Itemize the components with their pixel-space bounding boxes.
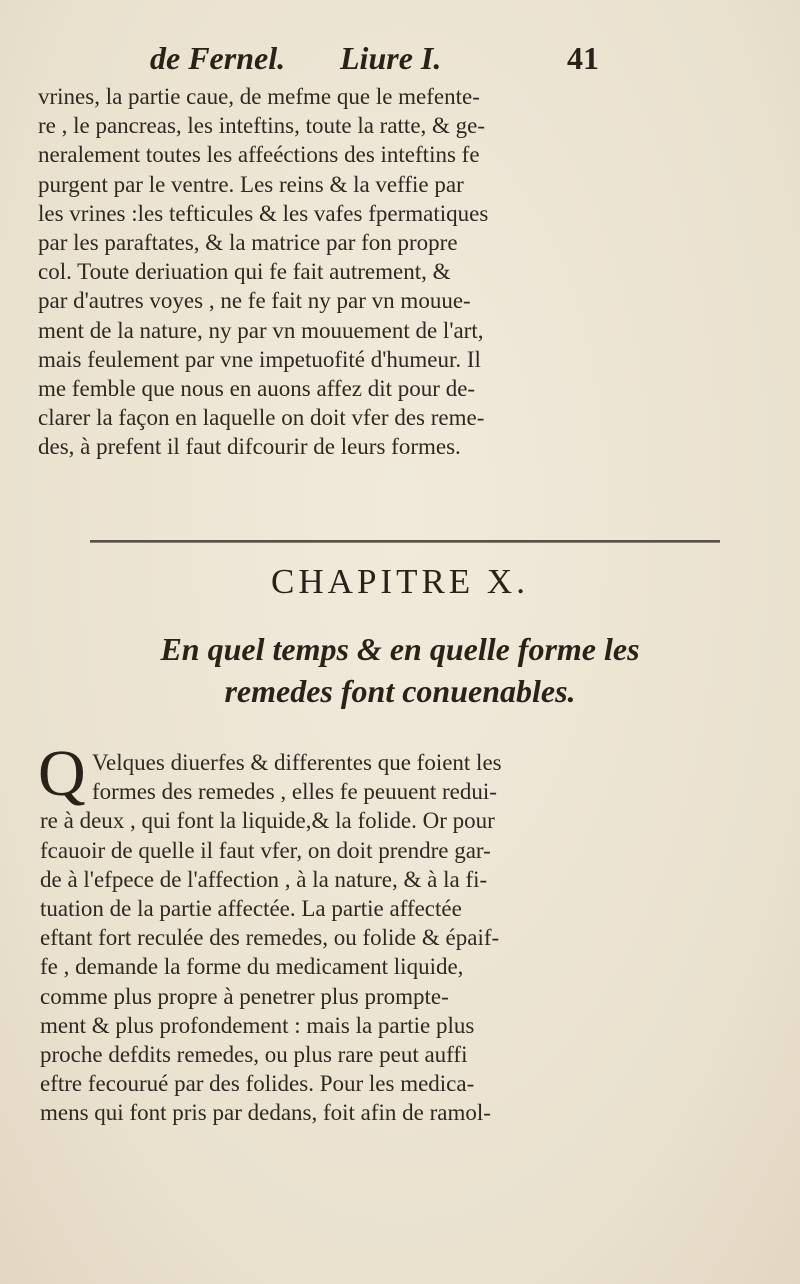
text-line: eftre fecourué par des folides. Pour les medica- [40, 1071, 475, 1097]
text-line: formes des remedes , elles fe peuuent redui- [92, 779, 497, 805]
text-line: tuation de la partie affectée. La partie affectée [40, 896, 462, 922]
text-line: eftant fort reculée des remedes, ou folide & épaif- [40, 925, 500, 951]
text-line: me femble que nous en auons affez dit pour de- [38, 376, 476, 402]
text-line: clarer la façon en laquelle on doit vfer des reme- [38, 405, 485, 431]
text-line: des, à prefent il faut difcourir de leurs formes. [38, 434, 461, 460]
drop-cap: Q [38, 737, 86, 810]
text-line: fcauoir de quelle il faut vfer, on doit prendre gar- [40, 837, 491, 863]
text-line: par les paraftates, & la matrice par fon propre [38, 230, 458, 256]
chapter-subtitle [0, 628, 800, 712]
text-line: proche defdits remedes, ou plus rare peut auffi [40, 1042, 468, 1068]
subtitle-line: En quel temps & en quelle forme les [160, 631, 640, 667]
text-line: mens qui font pris par dedans, foit afin de ramol- [40, 1100, 491, 1126]
text-line: vrines, la partie caue, de mefme que le mefente- [38, 84, 480, 109]
text-line: re , le pancreas, les inteftins, toute la ratte, & ge- [38, 113, 486, 139]
header-author: de Fernel. [150, 40, 286, 76]
text-line: fe , demande la forme du medicament liquide, [40, 954, 464, 980]
text-line: comme plus propre à penetrer plus prompte- [40, 983, 449, 1009]
text-line: ment & plus profondement : mais la partie plus [40, 1012, 475, 1038]
body-text-block [38, 82, 768, 462]
text-line: de à l'efpece de l'affection , à la nature, & à la fi- [40, 866, 488, 892]
text-line: Velques diuerfes & differentes que foient les [92, 750, 502, 775]
text-line: col. Toute deriuation qui fe fait autrement, & [38, 259, 451, 285]
text-line: purgent par le ventre. Les reins & la veffie par [38, 171, 464, 197]
header-book: Liure I. [340, 40, 442, 76]
section-divider [90, 540, 720, 543]
text-line: mais feulement par vne impetuofité d'humeur. Il [38, 346, 481, 372]
text-line: re à deux , qui font la liquide,& la folide. Or pour [40, 808, 495, 834]
text-line: ment de la nature, ny par vn mouuement de l'art, [38, 317, 484, 343]
text-line: les vrines :les tefticules & les vafes fpermatiques [38, 200, 489, 226]
subtitle-line: remedes font conuenables. [224, 673, 576, 709]
chapter-paragraph [40, 748, 770, 1128]
chapter-heading: CHAPITRE X. [271, 562, 529, 601]
text-line: par d'autres voyes , ne fe fait ny par vn mouue- [38, 288, 471, 314]
page-number: 41 [567, 40, 599, 76]
text-line: neralement toutes les affeéctions des inteftins fe [38, 142, 480, 168]
